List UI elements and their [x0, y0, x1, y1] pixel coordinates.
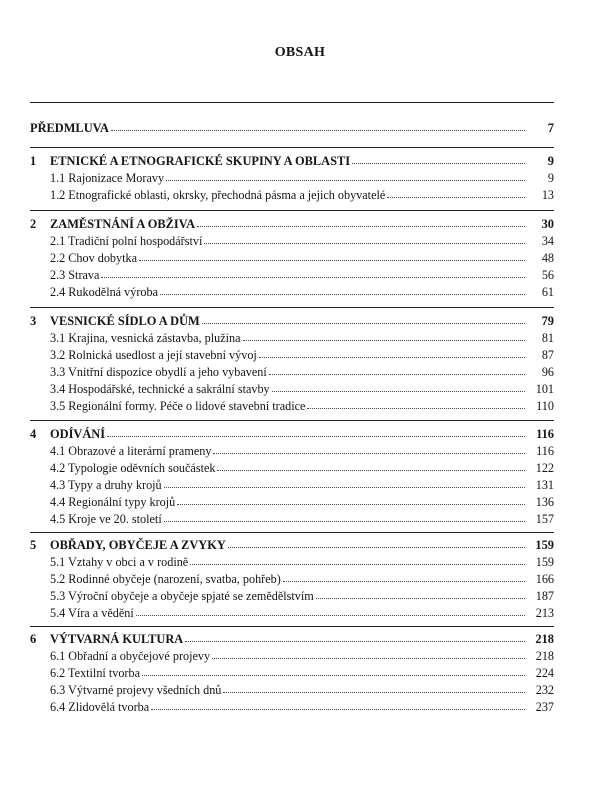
section-rule — [30, 420, 554, 421]
toc-chapter-5 — [30, 537, 554, 554]
entry-page: 96 — [541, 365, 554, 379]
dot-leader — [101, 277, 525, 278]
entry-page: 159 — [535, 555, 554, 569]
entry-label: 4.3 Typy a druhy krojů — [50, 478, 162, 492]
entry-label: VESNICKÉ SÍDLO A DŮM — [50, 314, 200, 328]
dot-leader — [202, 323, 525, 324]
entry-page: 48 — [541, 251, 554, 265]
entry-page: 157 — [535, 512, 554, 526]
entry-label: 2.1 Tradiční polní hospodářství — [50, 234, 203, 248]
toc-chapter-1 — [30, 153, 554, 170]
entry-page: 218 — [535, 649, 554, 663]
entry-label: ZAMĚSTNÁNÍ A OBŽIVA — [50, 217, 196, 231]
chapter-number: 1 — [30, 154, 37, 168]
entry-page: 237 — [535, 700, 554, 714]
toc-subentry — [30, 267, 554, 284]
chapter-number: 2 — [30, 217, 37, 231]
entry-page: 116 — [536, 444, 554, 458]
toc-subentry — [30, 460, 554, 477]
dot-leader — [213, 453, 525, 454]
entry-page: 224 — [535, 666, 554, 680]
entry-page: 7 — [547, 121, 554, 135]
entry-page: 136 — [535, 495, 554, 509]
entry-page: 30 — [541, 217, 554, 231]
section-rule — [30, 307, 554, 308]
dot-leader — [223, 692, 525, 693]
section-rule — [30, 210, 554, 211]
dot-leader — [316, 598, 525, 599]
entry-label: VÝTVARNÁ KULTURA — [50, 632, 184, 646]
entry-label: 6.3 Výtvarné projevy všedních dnů — [50, 683, 222, 697]
entry-page: 9 — [547, 171, 554, 185]
entry-label: 3.4 Hospodářské, technické a sakrální stavby — [50, 382, 270, 396]
entry-label: ODÍVÁNÍ — [50, 427, 106, 441]
entry-label: 1.1 Rajonizace Moravy — [50, 171, 165, 185]
entry-page: 101 — [535, 382, 554, 396]
entry-page: 187 — [535, 589, 554, 603]
entry-page: 116 — [536, 427, 554, 441]
entry-page: 110 — [536, 399, 554, 413]
toc-chapter-4 — [30, 426, 554, 443]
entry-label: 5.2 Rodinné obyčeje (narození, svatba, pohřeb) — [50, 572, 281, 586]
chapter-number: 4 — [30, 427, 37, 441]
toc-subentry — [30, 364, 554, 381]
toc-subentry — [30, 381, 554, 398]
entry-page: 61 — [541, 285, 554, 299]
toc-chapter-3 — [30, 313, 554, 330]
dot-leader — [111, 130, 525, 131]
dot-leader — [151, 709, 525, 710]
dot-leader — [217, 470, 525, 471]
toc-subentry — [30, 665, 554, 682]
dot-leader — [204, 243, 525, 244]
toc-subentry — [30, 571, 554, 588]
entry-label: 3.5 Regionální formy. Péče o lidové stavební tradice — [50, 399, 306, 413]
chapter-number: 3 — [30, 314, 37, 328]
toc-subentry — [30, 477, 554, 494]
entry-label: 5.4 Víra a vědění — [50, 606, 134, 620]
entry-page: 13 — [541, 188, 554, 202]
entry-page: 131 — [535, 478, 554, 492]
toc-title: OBSAH — [274, 45, 326, 60]
entry-label: 4.5 Kroje ve 20. století — [50, 512, 162, 526]
dot-leader — [190, 564, 525, 565]
dot-leader — [197, 226, 525, 227]
entry-label: 4.1 Obrazové a literární prameny — [50, 444, 212, 458]
dot-leader — [142, 675, 525, 676]
entry-label: 1.2 Etnografické oblasti, okrsky, přechodná pásma a jejich obyvatelé — [50, 188, 386, 202]
entry-page: 79 — [541, 314, 554, 328]
entry-page: 232 — [535, 683, 554, 697]
entry-label: 2.4 Rukodělná výroba — [50, 285, 158, 299]
toc-subentry — [30, 648, 554, 665]
toc-subentry — [30, 682, 554, 699]
dot-leader — [160, 294, 525, 295]
dot-leader — [177, 504, 525, 505]
entry-page: 159 — [535, 538, 554, 552]
toc-subentry — [30, 187, 554, 204]
dot-leader — [228, 547, 525, 548]
entry-label: ETNICKÉ A ETNOGRAFICKÉ SKUPINY A OBLASTI — [50, 154, 351, 168]
entry-label: PŘEDMLUVA — [30, 121, 109, 135]
entry-label: 5.1 Vztahy v obci a v rodině — [50, 555, 189, 569]
entry-page: 9 — [547, 154, 554, 168]
toc-subentry — [30, 347, 554, 364]
toc-subentry — [30, 398, 554, 415]
dot-leader — [164, 521, 525, 522]
entry-page: 166 — [535, 572, 554, 586]
dot-leader — [164, 487, 525, 488]
toc-subentry — [30, 284, 554, 301]
entry-page: 122 — [535, 461, 554, 475]
toc-subentry — [30, 170, 554, 187]
dot-leader — [269, 374, 525, 375]
entry-label: 6.2 Textilní tvorba — [50, 666, 140, 680]
entry-label: 5.3 Výroční obyčeje a obyčeje spjaté se zemědělstvím — [50, 589, 314, 603]
toc-subentry — [30, 494, 554, 511]
entry-page: 87 — [541, 348, 554, 362]
toc-chapter-6 — [30, 631, 554, 648]
entry-page: 34 — [541, 234, 554, 248]
entry-label: 3.3 Vnitřní dispozice obydlí a jeho vybavení — [50, 365, 267, 379]
section-rule — [30, 626, 554, 627]
entry-page: 56 — [541, 268, 554, 282]
dot-leader — [139, 260, 525, 261]
entry-page: 218 — [535, 632, 554, 646]
toc-entry-preface — [30, 120, 554, 137]
toc-subentry — [30, 554, 554, 571]
entry-label: 6.4 Zlidovělá tvorba — [50, 700, 150, 714]
entry-page: 213 — [535, 606, 554, 620]
chapter-number: 6 — [30, 632, 37, 646]
dot-leader — [185, 641, 525, 642]
entry-label: 2.2 Chov dobytka — [50, 251, 138, 265]
dot-leader — [212, 658, 525, 659]
toc-subentry — [30, 233, 554, 250]
entry-label: 3.1 Krajina, vesnická zástavba, plužina — [50, 331, 241, 345]
entry-label: 4.2 Typologie oděvních součástek — [50, 461, 216, 475]
toc-subentry — [30, 605, 554, 622]
section-rule — [30, 532, 554, 533]
toc-chapter-2 — [30, 216, 554, 233]
dot-leader — [166, 180, 525, 181]
dot-leader — [136, 615, 525, 616]
toc-subentry — [30, 588, 554, 605]
entry-label: 2.3 Strava — [50, 268, 100, 282]
toc-subentry — [30, 330, 554, 347]
toc-subentry — [30, 699, 554, 716]
toc-subentry — [30, 250, 554, 267]
dot-leader — [307, 408, 525, 409]
dot-leader — [283, 581, 525, 582]
entry-label: 6.1 Obřadní a obyčejové projevy — [50, 649, 211, 663]
entry-page: 81 — [541, 331, 554, 345]
dot-leader — [272, 391, 525, 392]
section-rule — [30, 147, 554, 148]
dot-leader — [352, 163, 525, 164]
dot-leader — [387, 197, 525, 198]
entry-label: 3.2 Rolnická usedlost a její stavební vývoj — [50, 348, 257, 362]
dot-leader — [107, 436, 525, 437]
dot-leader — [243, 340, 525, 341]
dot-leader — [259, 357, 525, 358]
entry-label: 4.4 Regionální typy krojů — [50, 495, 176, 509]
entry-label: OBŘADY, OBYČEJE A ZVYKY — [50, 538, 226, 552]
chapter-number: 5 — [30, 538, 37, 552]
toc-subentry — [30, 443, 554, 460]
toc-subentry — [30, 511, 554, 528]
top-rule — [30, 102, 554, 103]
